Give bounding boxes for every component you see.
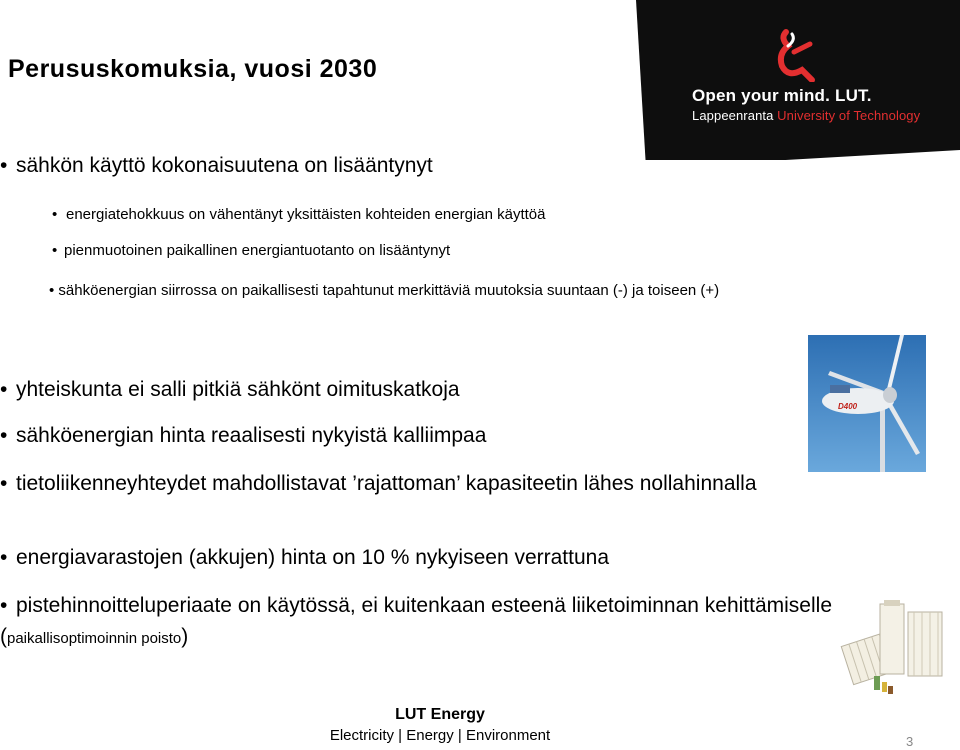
footer-org — [0, 706, 960, 724]
bullet-dot-icon: • — [0, 472, 8, 495]
bullet-1-sub-2-text: pienmuotoinen paikallinen energiantuotanto on lisääntynyt — [64, 242, 451, 259]
bullet-4-text: tietoliikenneyhteydet mahdollistavat ’rajattoman’ kapasiteetin lähes nollahinnalla — [16, 472, 757, 495]
svg-text:D400: D400 — [838, 402, 858, 411]
footer-org-text: LUT Energy — [395, 706, 485, 723]
logo-slogan: Open your mind. LUT. — [692, 86, 872, 105]
bullet-6-end: ) — [181, 625, 189, 648]
bullet-dot-icon: • — [0, 546, 8, 569]
bullet-dot-icon: • — [0, 424, 8, 447]
bullet-1-sub-3 — [49, 278, 889, 304]
bullet-1-text: sähkön käyttö kokonaisuutena on lisääntynyt — [16, 154, 433, 177]
battery-pack-image — [822, 598, 950, 710]
logo-university: University of Technology — [777, 108, 921, 123]
lut-ampersand-logo-icon — [772, 28, 818, 82]
logo-city: Lappeenranta — [692, 108, 778, 123]
bullet-2-text: yhteiskunta ei salli pitkiä sähkönt oimituskatkoja — [16, 378, 460, 401]
bullet-1-sub-1-text: energiatehokkuus on vähentänyt yksittäisten kohteiden energian käyttöä — [66, 206, 546, 223]
bullet-6-small-text: paikallisoptimoinnin poisto — [7, 630, 182, 647]
bullet-5-text: energiavarastojen (akkujen) hinta on 10 % nykyiseen verrattuna — [16, 546, 610, 569]
bullet-3-text: sähköenergian hinta reaalisesti nykyistä kalliimpaa — [16, 424, 487, 447]
logo-university-name — [692, 108, 920, 123]
footer-tagline — [0, 727, 960, 744]
bullet-dot-icon: • — [49, 282, 59, 299]
bullet-6 — [0, 590, 900, 654]
bullet-dot-icon: • — [0, 378, 8, 401]
page-number: 3 — [906, 734, 914, 749]
wind-turbine-image — [808, 335, 926, 472]
bullet-4 — [0, 468, 840, 499]
bullet-1-sub-3-text: sähköenergian siirrossa on paikallisesti tapahtunut merkittäviä muutoksia suuntaan (-) ja toiseen (+) — [58, 282, 720, 299]
bullet-dot-icon: • — [0, 154, 8, 177]
footer-tagline-text: Electricity | Energy | Environment — [329, 727, 551, 744]
bullet-dot-icon: • — [52, 242, 58, 259]
bullet-dot-icon: • — [0, 594, 8, 617]
page-title: Perususkomuksia, vuosi 2030 — [8, 55, 378, 83]
bullet-dot-icon: • — [52, 206, 58, 223]
bullet-6-text: pistehinnoitteluperiaate on käytössä, ei kuitenkaan esteenä liiketoiminnan kehittämiselle ( — [0, 594, 832, 648]
